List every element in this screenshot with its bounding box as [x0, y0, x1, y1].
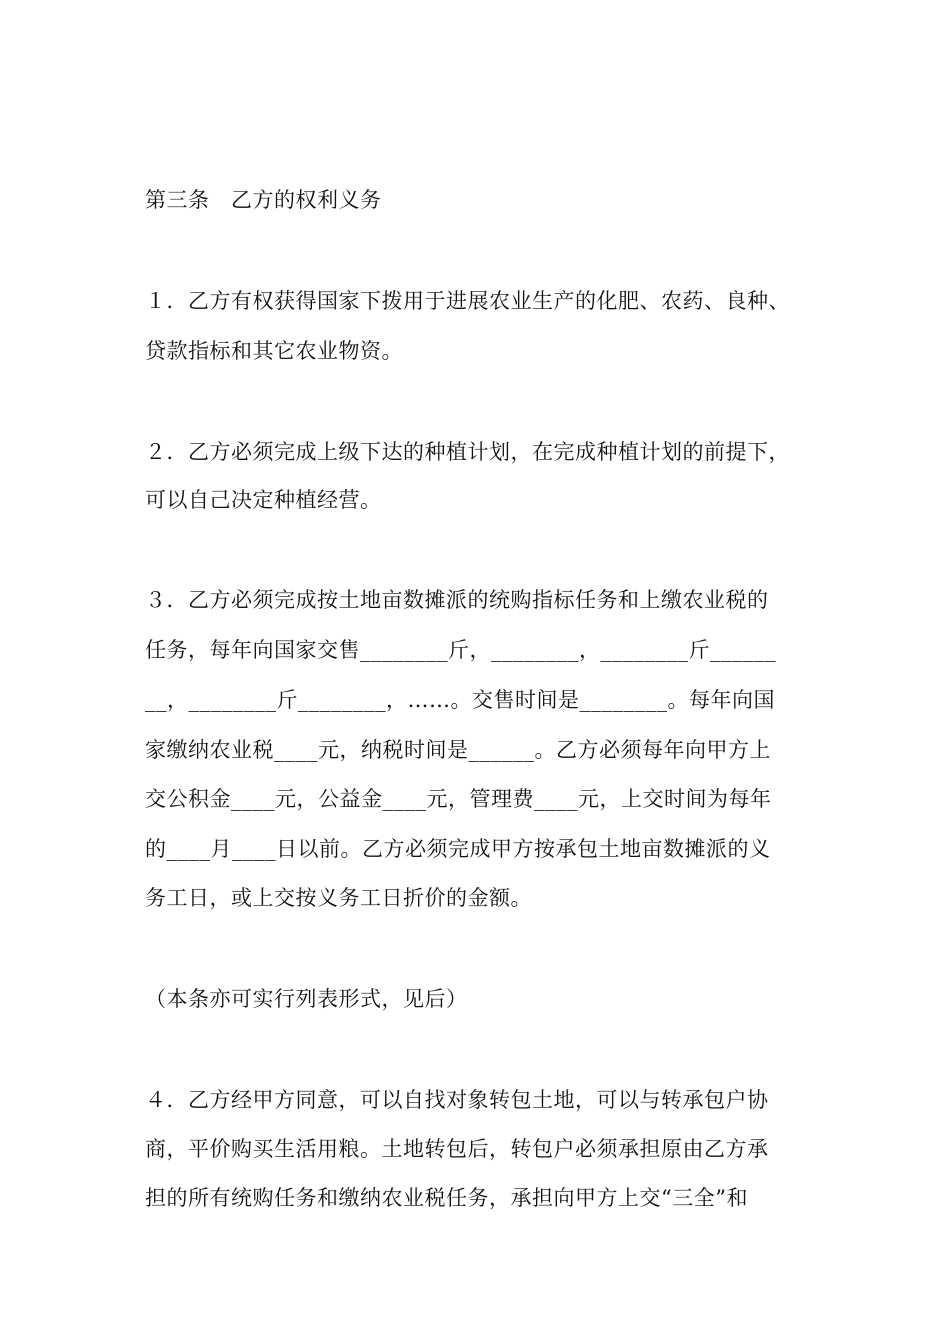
paragraph-line: 任务，每年向国家交售________斤，________，________斤______ — [145, 638, 776, 662]
paragraph-line: 担的所有统购任务和缴纳农业税任务，承担向甲方上交“三全”和 — [145, 1186, 748, 1210]
paragraph-line: ３．乙方必须完成按土地亩数摊派的统购指标任务和上缴农业税的 — [145, 588, 769, 612]
paragraph-line: 可以自己决定种植经营。 — [145, 488, 382, 512]
article-heading: 第三条 乙方的权利义务 — [145, 188, 382, 212]
paragraph-line: １．乙方有权获得国家下拨用于进展农业生产的化肥、农药、良种、 — [145, 289, 790, 313]
paragraph-line: 务工日，或上交按义务工日折价的金额。 — [145, 886, 532, 910]
paragraph-line: ４．乙方经甲方同意，可以自找对象转包土地，可以与转承包户协 — [145, 1088, 769, 1112]
paragraph-line: 交公积金____元，公益金____元，管理费____元，上交时间为每年 — [145, 787, 772, 811]
paragraph-line: 贷款指标和其它农业物资。 — [145, 339, 403, 363]
paragraph-line: __，________斤________，……。交售时间是________。每年向国 — [145, 688, 775, 712]
paragraph-line: 家缴纳农业税____元，纳税时间是______。乙方必须每年向甲方上 — [145, 738, 771, 762]
paragraph-line: 的____月____日以前。乙方必须完成甲方按承包土地亩数摊派的义 — [145, 837, 771, 861]
paragraph-line: ２．乙方必须完成上级下达的种植计划，在完成种植计划的前提下， — [145, 440, 790, 464]
paragraph-line: 商，平价购买生活用粮。土地转包后，转包户必须承担原由乙方承 — [145, 1137, 769, 1161]
paragraph-line: （本条亦可实行列表形式，见后） — [145, 987, 468, 1011]
